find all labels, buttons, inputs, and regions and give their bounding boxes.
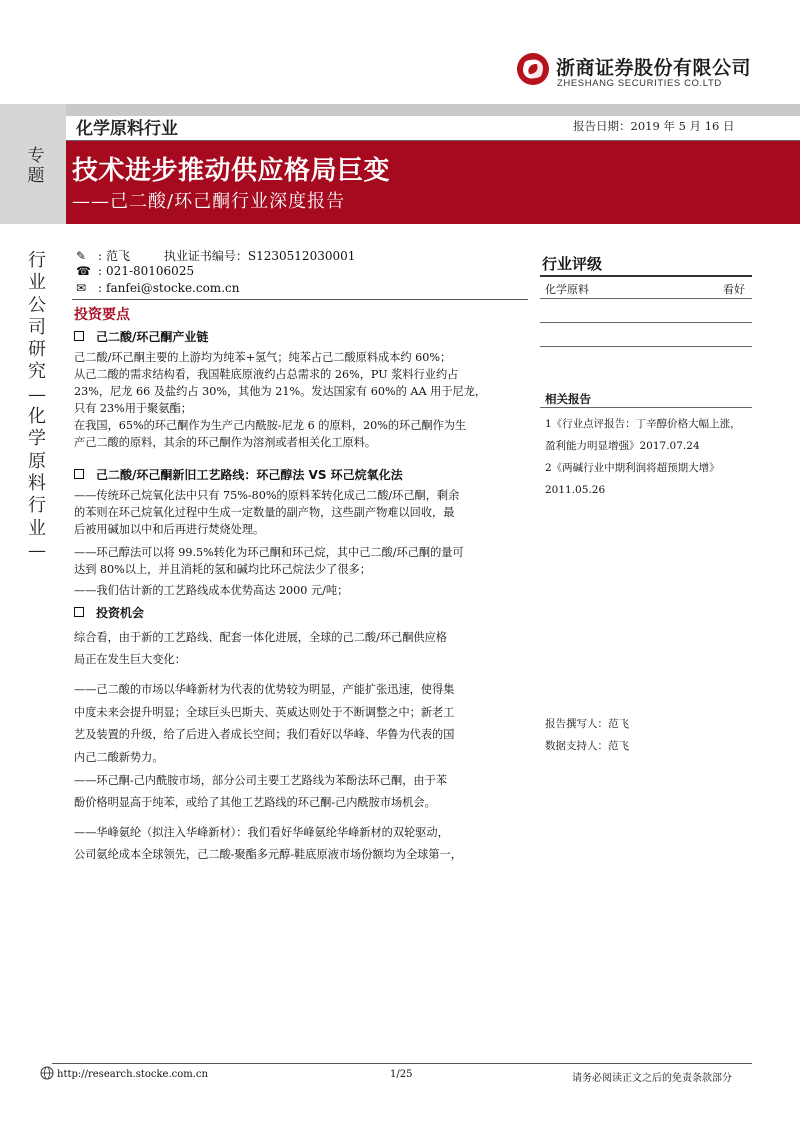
related-divider: [540, 407, 752, 408]
analyst-phone: 021-80106025: [106, 264, 195, 278]
company-name-en: ZHESHANG SECURITIES CO.LTD: [557, 78, 722, 89]
rating-rule: [540, 298, 752, 299]
data-supporter: 数据支持人：范飞: [545, 740, 629, 752]
analyst-divider: [72, 299, 528, 300]
analyst-email[interactable]: fanfei@stocke.com.cn: [106, 281, 240, 295]
checkbox-bullet-icon: [74, 607, 84, 617]
analyst-row: ✎ : 范飞 执业证书编号：S1230512030001: [76, 249, 356, 263]
page-number: 1/25: [390, 1069, 413, 1080]
company-logo-icon: [516, 52, 550, 86]
paragraph-3a: 综合看，由于新的工艺路线、配套一体化进展，全球的己二酸/环己酮供应格 局正在发生巨大变化：: [74, 631, 447, 666]
footer-divider: [52, 1063, 752, 1064]
checkbox-bullet-icon: [74, 331, 84, 341]
side-vertical-label: 行 业 公 司 研 究 — 化 学 原 料 行 业 —: [28, 250, 46, 561]
report-writer: 报告撰写人：范飞: [545, 718, 629, 730]
rating-industry: 化学原料: [545, 283, 589, 296]
related-reports-title: 相关报告: [545, 392, 591, 406]
analyst-name: 范飞: [106, 249, 131, 263]
rating-rule: [540, 322, 752, 323]
paragraph-2a: ——传统环己烷氧化法中只有 75%-80%的原料苯转化成己二酸/环己酮，剩余 的苯则在环己烷氧化过程中生成一定数量的副产物，这些副产物难以回收，最 后被用碱加以中和后再进行焚烧处理。: [74, 489, 460, 536]
section-title: 投资要点: [74, 307, 130, 323]
phone-icon: ☎: [76, 264, 91, 278]
report-subtitle: ——己二酸/环己酮行业深度报告: [72, 191, 346, 212]
footer-url[interactable]: http://research.stocke.com.cn: [57, 1069, 208, 1080]
checkbox-bullet-icon: [74, 469, 84, 479]
email-row: ✉ : fanfei@stocke.com.cn: [76, 281, 240, 295]
industry-label: 化学原料行业: [76, 119, 178, 139]
company-name-cn: 浙商证券股份有限公司: [556, 57, 752, 79]
related-reports-list: 1《行业点评报告：丁辛醇价格大幅上涨， 盈利能力明显增强》2017.07.24 2《两碱行业中期利润将超预期大增》 2011.05.26: [545, 413, 755, 501]
rating-value: 看好: [723, 283, 745, 296]
mail-icon: ✉: [76, 281, 87, 295]
paragraph-3d: ——华峰氨纶（拟注入华峰新材）：我们看好华峰氨纶华峰新材的双轮驱动， 公司氨纶成本全球领先，己二酸-聚酯多元醇-鞋底原液市场份额均为全球第一，: [74, 826, 462, 861]
report-date: 报告日期：2019 年 5 月 16 日: [573, 119, 735, 133]
subsection-heading-2: 己二酸/环己酮新旧工艺路线：环己醇法 VS 环己烷氧化法: [74, 466, 403, 483]
subsection-heading-3: 投资机会: [74, 604, 144, 621]
paragraph-2b: ——环己醇法可以将 99.5%转化为环己酮和环己烷，其中己二酸/环己酮的量可 达到 80%以上，并且消耗的氢和碱均比环己烷法少了很多；: [74, 546, 464, 576]
paragraph-2c: ——我们估计新的工艺路线成本优势高达 2000 元/吨；: [74, 584, 349, 597]
cert-number: S1230512030001: [247, 249, 356, 263]
rating-divider: [540, 275, 752, 277]
disclaimer-note: 请务必阅读正文之后的免责条款部分: [572, 1073, 732, 1084]
related-report-item[interactable]: 1《行业点评报告：丁辛醇价格大幅上涨，: [545, 418, 741, 430]
pen-icon: ✎: [76, 249, 87, 263]
topic-vertical-label: 专 题: [27, 146, 45, 186]
paragraph-3b: ——己二酸的市场以华峰新材为代表的优势较为明显，产能扩张迅速，使得集 中度未来会提升明显；全球巨头巴斯夫、英威达则处于不断调整之中；新老工 艺及装置的升级，给了后进入者成长空间；我们看好以华峰、华鲁为代表的国 内己二酸新势力。: [74, 683, 455, 764]
globe-icon: [40, 1066, 54, 1080]
related-report-item[interactable]: 2《两碱行业中期利润将超预期大增》: [545, 462, 720, 474]
phone-row: ☎ : 021-80106025: [76, 264, 195, 278]
rating-rule: [540, 346, 752, 347]
report-title: 技术进步推动供应格局巨变: [72, 156, 391, 186]
subsection-heading-1: 己二酸/环己酮产业链: [74, 328, 208, 345]
paragraph-3c: ——环己酮-己内酰胺市场，部分公司主要工艺路线为苯酚法环己酮，由于苯 酚价格明显高于纯苯，或给了其他工艺路线的环己酮-己内酰胺市场机会。: [74, 774, 447, 809]
paragraph-1: 己二酸/环己酮主要的上游均为纯苯+氢气；纯苯占己二酸原料成本约 60%； 从己二酸的需求结构看，我国鞋底原液约占总需求的 26%，PU 浆料行业约占 23%，尼龙 66 及盐约占 30%，其他为 21%。发达国家有 60%的 AA 用于尼龙， 只有 23%用于聚氨酯； 在我国，65%的环己酮作为生产己内酰胺-尼龙 6 的原料，20%的环己酮作为生 产己二酸的原料，其余的环己酮作为溶剂或者相关化工原料。: [74, 351, 487, 449]
cert-label: 执业证书编号：: [163, 249, 248, 263]
rating-title: 行业评级: [542, 255, 603, 273]
